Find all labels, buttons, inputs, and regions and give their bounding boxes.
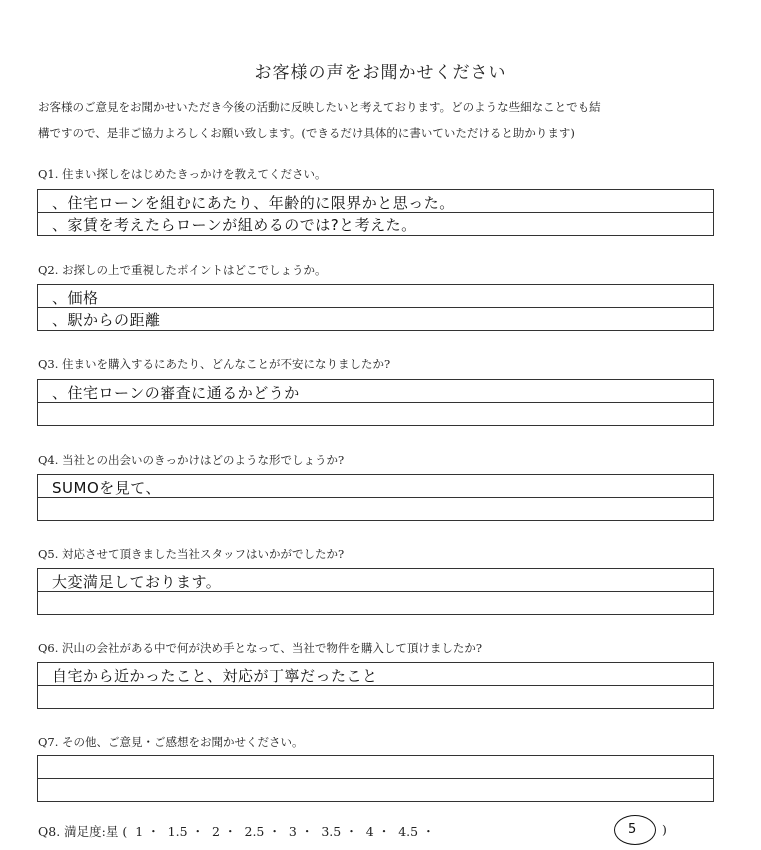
q4-answer-line-1: SUMOを見て、	[52, 479, 161, 497]
intro-line-1: お客様のご意見をお聞かせいただき今後の活動に反映したいと考えております。どのような些細なことでも結	[38, 100, 601, 114]
rating-separator: ・	[191, 824, 205, 839]
q1-label: Q1. 住まい探しをはじめたきっかけを教えてください。	[38, 167, 327, 181]
rating-option-3[interactable]: 3	[288, 824, 297, 839]
rating-option-2[interactable]: 2	[212, 824, 220, 839]
q6-answer-box[interactable]	[37, 662, 714, 709]
q1-answer-line-2: 、家賃を考えたらローンが組めるのでは?と考えた。	[52, 216, 417, 234]
q8-satisfaction-row	[38, 822, 435, 840]
q8-label: Q8. 満足度:星 (	[38, 824, 128, 839]
q5-answer-line-1: 大変満足しております。	[52, 573, 222, 591]
q3-answer-line-1: 、住宅ローンの審査に通るかどうか	[52, 384, 300, 402]
intro-line-2: 構ですので、是非ご協力よろしくお願い致します。(できるだけ具体的に書いていただけると助かります)	[38, 126, 575, 140]
q8-close-paren: )	[662, 822, 667, 837]
rating-separator: ・	[422, 824, 435, 839]
rating-separator: ・	[268, 824, 281, 839]
q6-answer-line-1: 自宅から近かったこと、対応が丁寧だったこと	[52, 667, 378, 685]
rating-separator: ・	[300, 824, 314, 839]
q7-answer-box[interactable]	[37, 755, 714, 802]
q4-label: Q4. 当社との出会いのきっかけはどのような形でしょうか?	[38, 453, 345, 467]
rating-option-2-5[interactable]: 2.5	[244, 824, 265, 839]
rating-option-3-5[interactable]: 3.5	[321, 824, 342, 839]
q1-answer-line-1: 、住宅ローンを組むにあたり、年齢的に限界かと思った。	[52, 194, 455, 212]
q4-answer-box[interactable]	[37, 474, 714, 521]
rating-option-4-5[interactable]: 4.5	[398, 824, 419, 839]
selected-rating-value: 5	[628, 822, 637, 837]
rating-option-1-5[interactable]: 1.5	[167, 824, 188, 839]
rating-option-4[interactable]: 4	[365, 824, 374, 839]
q2-answer-line-2: 、駅からの距離	[52, 311, 161, 329]
rating-separator: ・	[224, 824, 237, 839]
rating-separator: ・	[147, 824, 160, 839]
q5-answer-box[interactable]	[37, 568, 714, 615]
q1-answer-box[interactable]	[37, 189, 714, 236]
page-title: お客様の声をお聞かせください	[254, 63, 507, 83]
rating-option-1[interactable]: 1	[135, 824, 144, 839]
q3-answer-box[interactable]	[37, 379, 714, 426]
q3-label: Q3. 住まいを購入するにあたり、どんなことが不安になりましたか?	[38, 357, 391, 371]
q5-label: Q5. 対応させて頂きました当社スタッフはいかがでしたか?	[38, 547, 345, 561]
rating-separator: ・	[345, 824, 358, 839]
q2-answer-box[interactable]	[37, 284, 714, 331]
rating-separator: ・	[377, 824, 391, 839]
q2-label: Q2. お探しの上で重視したポイントはどこでしょうか。	[38, 263, 327, 277]
q7-label: Q7. その他、ご意見・ご感想をお聞かせください。	[38, 735, 304, 749]
q6-label: Q6. 沢山の会社がある中で何が決め手となって、当社で物件を購入して頂けましたか?	[38, 641, 482, 655]
q2-answer-line-1: 、価格	[52, 289, 99, 307]
